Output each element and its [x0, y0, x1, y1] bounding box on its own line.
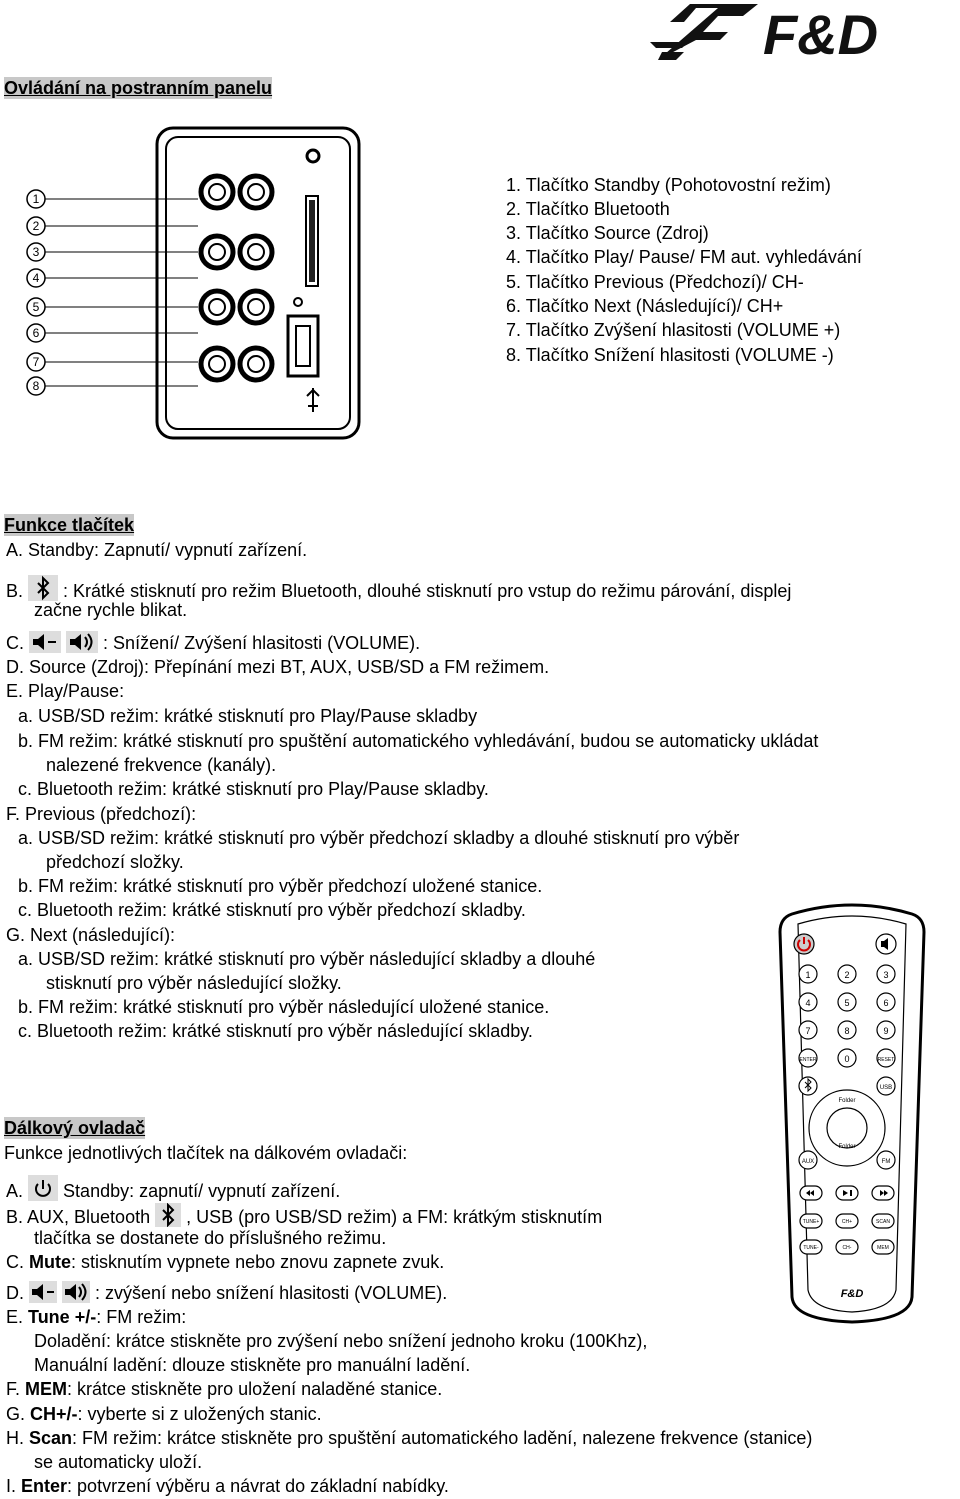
function-line: G. Next (následující): [6, 925, 176, 945]
remote-b-cont: tlačítka se dostanete do příslušného režimu. [34, 1228, 387, 1248]
svg-text:MEM: MEM [877, 1245, 889, 1251]
svg-text:TUNE-: TUNE- [803, 1245, 819, 1251]
diagram-number: 4 [32, 271, 40, 285]
remote-heading: Dálkový ovladač [4, 1118, 146, 1138]
svg-text:FM: FM [881, 1159, 891, 1165]
volume-down-icon [29, 631, 61, 658]
svg-text:0: 0 [844, 1054, 850, 1064]
function-line: F. Previous (předchozí): [6, 804, 197, 824]
svg-text:CH+: CH+ [841, 1219, 853, 1225]
svg-text:Folder: Folder [838, 1144, 856, 1150]
volume-up-icon [66, 631, 98, 658]
function-line: c. Bluetooth režim: krátké stisknutí pro Play/Pause skladby. [18, 779, 489, 799]
panel-button-3 [201, 236, 233, 268]
svg-text:6: 6 [883, 998, 889, 1008]
remote-control-diagram [772, 902, 932, 1324]
svg-text:2: 2 [844, 970, 850, 980]
function-line: a. USB/SD režim: krátké stisknutí pro Play/Pause skladby [18, 706, 478, 726]
svg-text:RESET: RESET [877, 1057, 895, 1063]
diagram-number: 6 [32, 326, 40, 340]
function-c: C. : Snížení/ Zvýšení hlasitosti (VOLUME). [6, 631, 420, 658]
panel-button-1 [201, 176, 233, 208]
remote-h-line2: se automaticky uloží. [34, 1452, 203, 1472]
remote-g: G. CH+/-: vyberte si z uložených stanic. [6, 1404, 322, 1424]
brand-logo [648, 2, 953, 68]
legend-item: 7. Tlačítko Zvýšení hlasitosti (VOLUME +) [506, 320, 841, 340]
remote-e-line3: Manuální ladění: dlouze stiskněte pro manuální ladění. [34, 1355, 471, 1375]
remote-e: E. Tune +/-: FM režim: [6, 1307, 187, 1327]
panel-button-7 [201, 348, 233, 380]
remote-i: I. Enter: potvrzení výběru a návrat do základní nabídky. [6, 1476, 449, 1496]
svg-text:8: 8 [844, 1026, 850, 1036]
diagram-number: 8 [32, 379, 40, 393]
logo-text: F&D [763, 3, 879, 66]
legend-item: 1. Tlačítko Standby (Pohotovostní režim) [506, 175, 831, 195]
svg-text:5: 5 [844, 998, 850, 1008]
function-line: b. FM režim: krátké stisknutí pro výběr předchozí uložené stanice. [18, 876, 543, 896]
functions-heading: Funkce tlačítek [4, 515, 135, 535]
function-line: b. FM režim: krátké stisknutí pro spuštění automatického vyhledávání, budou se automaticky ukládat [18, 731, 819, 751]
function-line: E. Play/Pause: [6, 681, 125, 701]
sd-icon [307, 150, 319, 162]
panel-button-2 [240, 176, 272, 208]
svg-text:AUX: AUX [801, 1159, 815, 1165]
remote-f: F. MEM: krátce stiskněte pro uložení naladěné stanice. [6, 1379, 443, 1399]
remote-c: C. Mute: stisknutím vypnete nebo znovu zapnete zvuk. [6, 1252, 445, 1272]
svg-text:7: 7 [805, 1026, 811, 1036]
remote-a: A. Standby: zapnutí/ vypnutí zařízení. [6, 1175, 340, 1206]
function-line: nalezené frekvence (kanály). [46, 755, 277, 775]
volume-up-icon [62, 1281, 90, 1308]
function-line: D. Source (Zdroj): Přepínání mezi BT, AUX, USB/SD a FM režimem. [6, 657, 550, 677]
diagram-number: 1 [32, 192, 40, 206]
panel-button-6 [240, 291, 272, 323]
function-line: a. USB/SD režim: krátké stisknutí pro výběr předchozí skladby a dlouhé stisknutí pro výběr [18, 828, 740, 848]
legend-item: 5. Tlačítko Previous (Předchozí)/ CH- [506, 272, 804, 292]
svg-text:Folder: Folder [838, 1098, 856, 1104]
legend-item: 3. Tlačítko Source (Zdroj) [506, 223, 709, 243]
svg-text:CH-: CH- [842, 1245, 852, 1251]
function-b-cont: začne rychle blikat. [34, 600, 188, 620]
legend-item: 2. Tlačítko Bluetooth [506, 199, 670, 219]
remote-d: D. : zvýšení nebo snížení hlasitosti (VOLUME). [6, 1281, 447, 1308]
panel-button-5 [201, 291, 233, 323]
remote-b: B. AUX, Bluetooth , USB (pro USB/SD režim) a FM: krátkým stisknutím [6, 1203, 602, 1232]
svg-text:USB: USB [879, 1085, 893, 1091]
function-b: B. : Krátké stisknutí pro režim Bluetooth, dlouhé stisknutí pro vstup do režimu párování, displej [6, 575, 791, 606]
svg-text:4: 4 [805, 998, 811, 1008]
remote-logo: F&D [840, 1288, 864, 1300]
svg-text:SCAN: SCAN [876, 1219, 890, 1225]
function-line: předchozí složky. [46, 852, 184, 872]
function-a: A. Standby: Zapnutí/ vypnutí zařízení. [6, 540, 308, 560]
remote-e-line2: Doladění: krátce stiskněte pro zvýšení nebo snížení jednoho kroku (100Khz), [34, 1331, 648, 1351]
svg-text:1: 1 [805, 970, 811, 980]
function-line: b. FM režim: krátké stisknutí pro výběr následující uložené stanice. [18, 997, 550, 1017]
legend-item: 6. Tlačítko Next (Následující)/ CH+ [506, 296, 784, 316]
diagram-number: 7 [32, 355, 40, 369]
volume-down-icon [29, 1281, 57, 1308]
remote-h: H. Scan: FM režim: krátce stiskněte pro spuštění automatického ladění, nalezene frekvence (stanice) [6, 1428, 813, 1448]
usb-icon [307, 388, 319, 412]
legend-item: 8. Tlačítko Snížení hlasitosti (VOLUME -) [506, 345, 834, 365]
function-line: a. USB/SD režim: krátké stisknutí pro výběr následující skladby a dlouhé [18, 949, 596, 969]
function-line: c. Bluetooth režim: krátké stisknutí pro výběr předchozí skladby. [18, 900, 526, 920]
panel-button-8 [240, 348, 272, 380]
svg-text:3: 3 [883, 970, 889, 980]
function-line: stisknutí pro výběr následující složky. [46, 973, 342, 993]
svg-text:ENTER: ENTER [799, 1057, 817, 1063]
indicator-led [294, 298, 302, 306]
function-line: c. Bluetooth režim: krátké stisknutí pro výběr následující skladby. [18, 1021, 533, 1041]
svg-text:9: 9 [883, 1026, 889, 1036]
diagram-number: 3 [32, 245, 40, 259]
side-panel-diagram [20, 126, 365, 442]
diagram-number: 2 [32, 219, 40, 233]
diagram-number: 5 [32, 300, 40, 314]
svg-text:TUNE+: TUNE+ [802, 1219, 820, 1225]
remote-intro: Funkce jednotlivých tlačítek na dálkovém ovladači: [4, 1143, 408, 1163]
panel-button-4 [240, 236, 272, 268]
power-icon [28, 1175, 58, 1206]
side-panel-heading: Ovládání na postranním panelu [4, 78, 273, 98]
legend-item: 4. Tlačítko Play/ Pause/ FM aut. vyhledávání [506, 247, 862, 267]
